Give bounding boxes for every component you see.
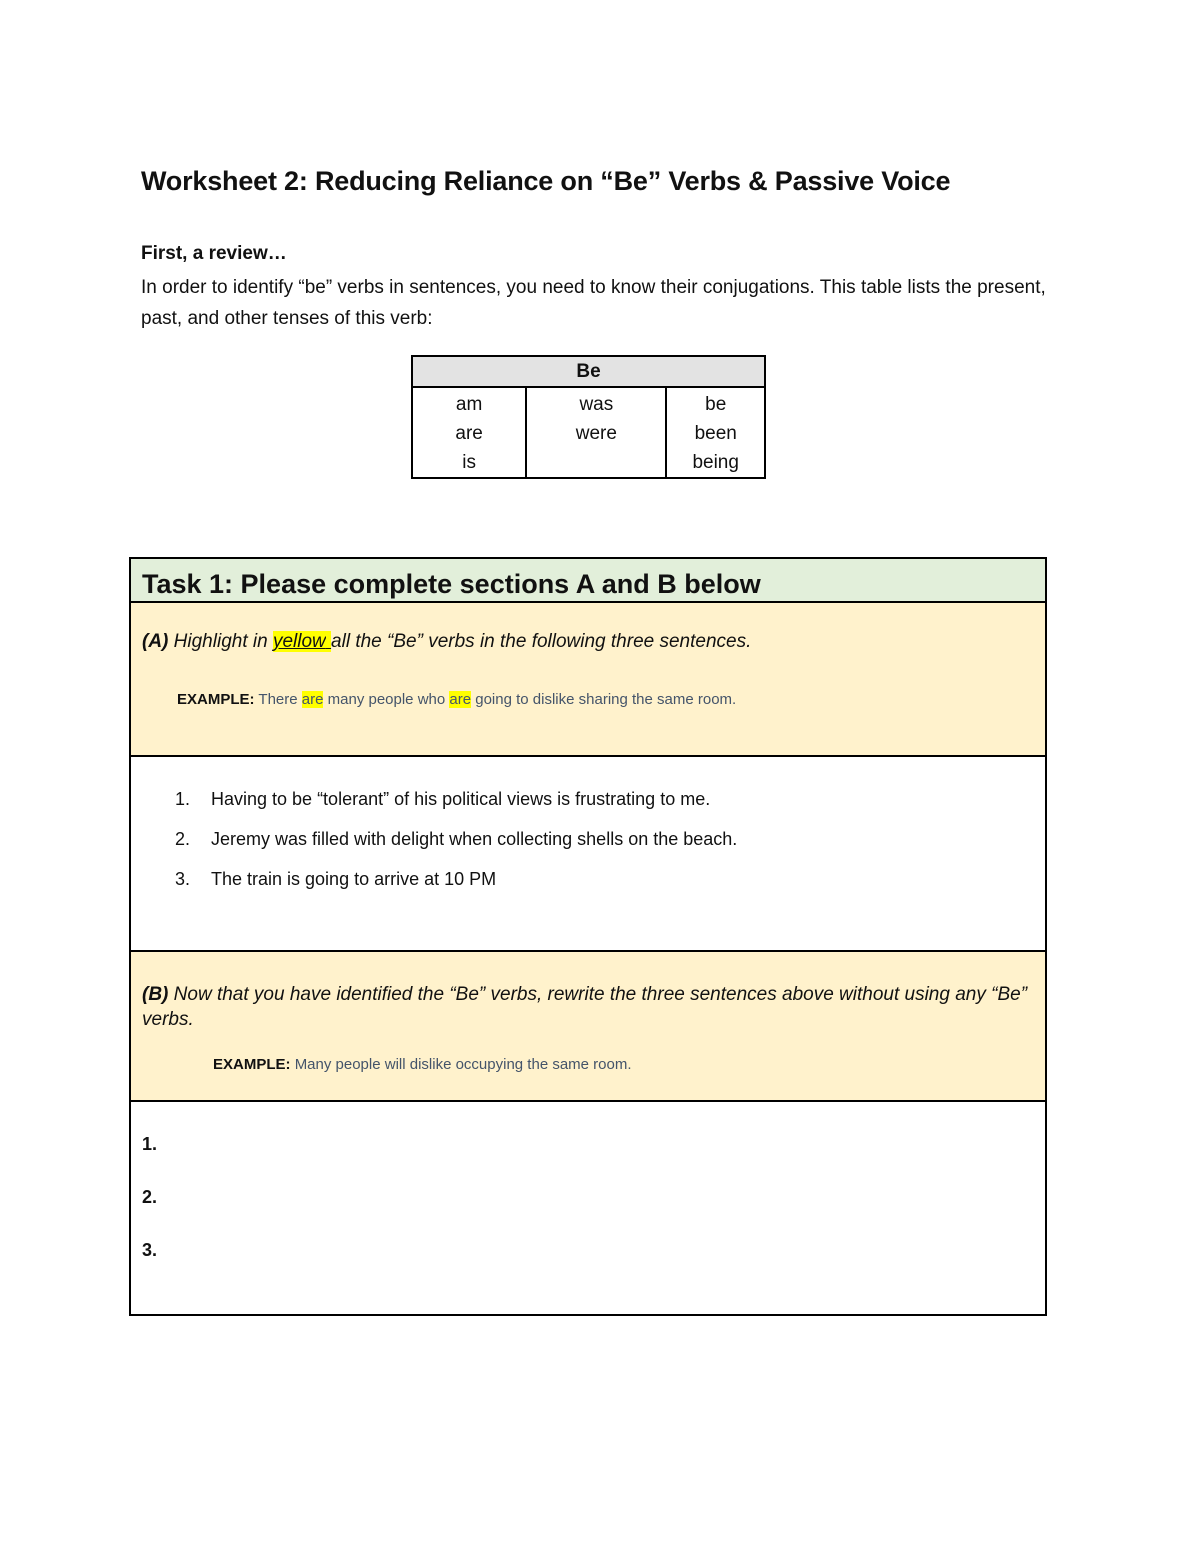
sentences-box	[131, 757, 1045, 952]
table-cell: am	[455, 394, 483, 415]
table-cell: are	[455, 423, 483, 444]
section-a-instructions	[142, 631, 751, 653]
sentence-number: 3.	[175, 869, 191, 889]
answer-line-3[interactable]: 3.	[142, 1240, 158, 1260]
highlight-word: yellow	[272, 631, 326, 652]
table-cell: being	[692, 452, 739, 473]
list-item	[175, 867, 737, 907]
task-title: Task 1: Please complete sections A and B below	[131, 559, 1045, 603]
sentence-number: 2.	[175, 829, 191, 849]
instruction-text: all the “Be” verbs in the following three sentences.	[331, 631, 752, 652]
intro-paragraph: In order to identify “be” verbs in sentences, you need to know their conjugations. This table lists the present, past, and other tenses of this verb:	[141, 277, 1046, 329]
answers-box[interactable]	[131, 1102, 1045, 1314]
table-cell: been	[694, 423, 737, 444]
be-table-other-column	[666, 387, 765, 478]
section-b	[131, 952, 1045, 1102]
table-cell: be	[705, 394, 727, 415]
answer-line-2[interactable]: 2.	[142, 1187, 158, 1207]
be-table-present-column	[412, 387, 526, 478]
table-cell: were	[575, 423, 617, 444]
highlighted-verb: are	[449, 691, 472, 708]
instruction-text: Now that you have identified the “Be” verbs, rewrite the three sentences above without using any “Be” verbs.	[142, 984, 1028, 1030]
example-label: EXAMPLE:	[213, 1056, 291, 1073]
sentence-number: 1.	[175, 789, 191, 809]
sentence-list	[175, 787, 737, 907]
review-heading: First, a review…	[141, 243, 287, 264]
be-conjugation-table	[411, 355, 766, 479]
section-a-example	[177, 691, 736, 708]
be-table-past-column	[526, 387, 666, 478]
be-table-header: Be	[412, 356, 765, 387]
example-label: EXAMPLE:	[177, 691, 255, 708]
table-cell: was	[579, 394, 614, 415]
task-box	[129, 557, 1047, 1316]
page-title: Worksheet 2: Reducing Reliance on “Be” Verbs & Passive Voice	[141, 166, 951, 196]
example-text: Many people will dislike occupying the same room.	[294, 1056, 632, 1073]
sentence-text: The train is going to arrive at 10 PM	[211, 869, 497, 889]
section-a	[131, 603, 1045, 757]
example-text: There	[258, 691, 302, 708]
list-item	[175, 827, 737, 867]
sentence-text: Having to be “tolerant” of his political views is frustrating to me.	[211, 789, 711, 809]
section-b-label: (B)	[142, 984, 169, 1005]
example-text: going to dislike sharing the same room.	[471, 691, 737, 708]
example-text: many people who	[323, 691, 450, 708]
table-cell: is	[462, 452, 476, 473]
sentence-text: Jeremy was filled with delight when collecting shells on the beach.	[211, 829, 738, 849]
highlighted-verb: are	[301, 691, 324, 708]
answer-line-1[interactable]: 1.	[142, 1134, 158, 1154]
section-b-instructions	[142, 982, 1032, 1032]
section-a-label: (A)	[142, 631, 169, 652]
instruction-text: Highlight in	[173, 631, 268, 652]
list-item	[175, 787, 737, 827]
section-b-example	[213, 1056, 632, 1073]
answer-list	[142, 1132, 157, 1291]
